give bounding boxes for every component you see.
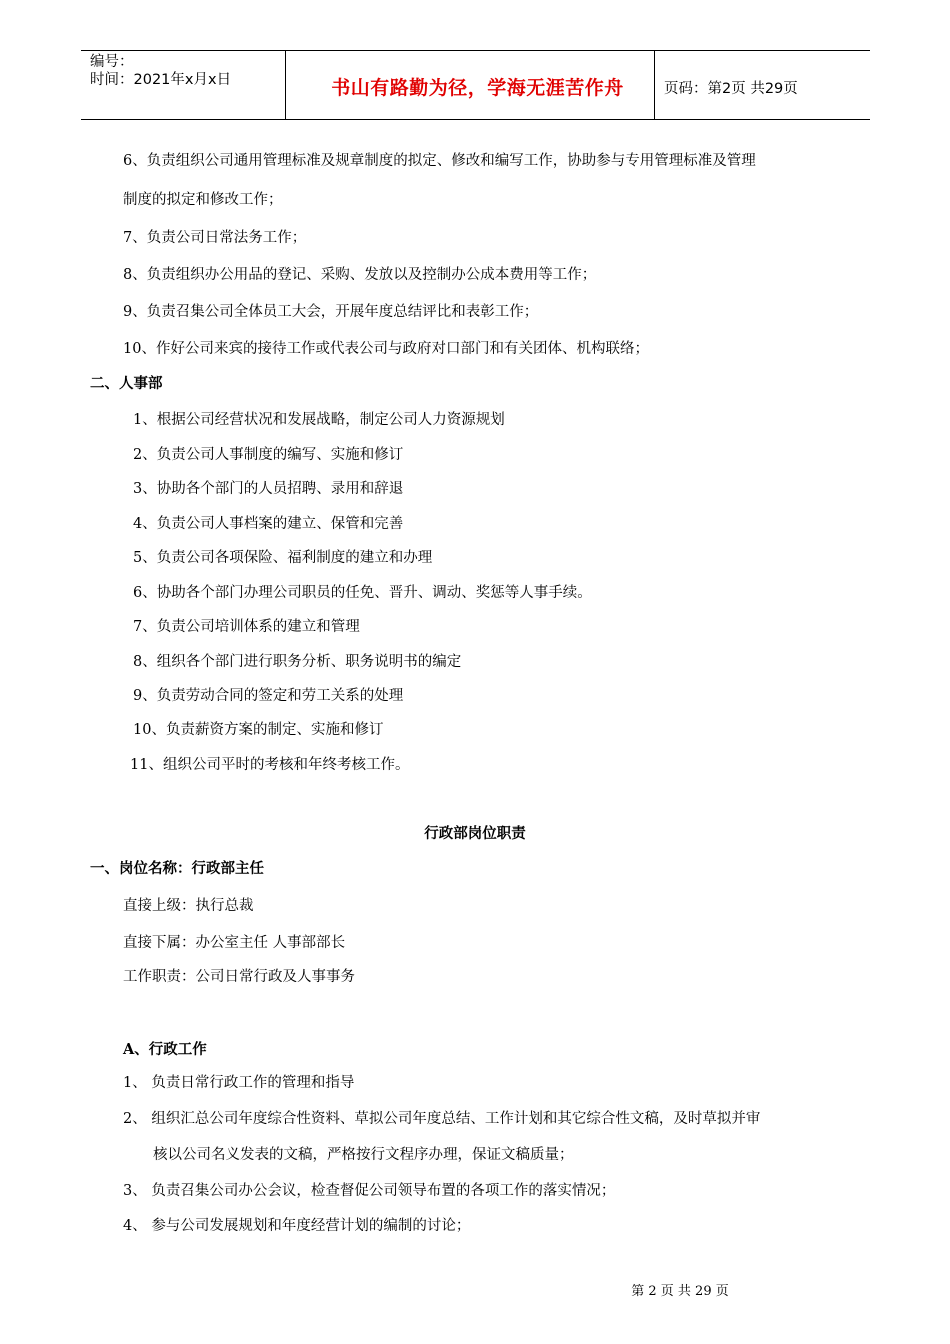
section-heading: 一、岗位名称：行政部主任 [90,860,264,877]
list-item: 3、协助各个部门的人员招聘、录用和辞退 [133,481,404,497]
header-slogan: 书山有路勤为径，学海无涯苦作舟 [331,77,624,99]
list-item: 10、负责薪资方案的制定、实施和修订 [133,722,384,738]
page-footer: 第 2 页 共 29 页 [631,1284,729,1299]
list-item: 2、负责公司人事制度的编写、实施和修订 [133,447,404,463]
list-item: 1、根据公司经营状况和发展战略，制定公司人力资源规划 [133,412,505,428]
body-line: 7、负责公司日常法务工作； [123,230,307,246]
list-item: 5、负责公司各项保险、福利制度的建立和办理 [133,550,433,566]
list-item: 9、负责劳动合同的签定和劳工关系的处理 [133,688,404,704]
list-item: 3、 负责召集公司办公会议，检查督促公司领导布置的各项工作的落实情况； [123,1183,616,1199]
list-item: 7、负责公司培训体系的建立和管理 [133,619,360,635]
body-line: 直接上级：执行总裁 [123,898,254,914]
list-item-continued: 核以公司名义发表的文稿，严格按行文程序办理，保证文稿质量； [153,1147,574,1163]
document-number-label: 编号： [90,54,134,70]
header-divider [654,51,655,119]
header-meta [90,53,231,89]
body-line: 6、负责组织公司通用管理标准及规章制度的拟定、修改和编写工作，协助参与专用管理标准及管理 [123,153,756,169]
body-line: 工作职责：公司日常行政及人事事务 [123,969,355,985]
section-title: 行政部岗位职责 [424,825,526,842]
header-divider [285,51,286,119]
body-line: 直接下属：办公室主任 人事部部长 [123,935,346,951]
header-page-number: 页码：第2页 共29页 [664,81,798,97]
subsection-heading: A、行政工作 [123,1041,207,1058]
list-item: 2、 组织汇总公司年度综合性资料、草拟公司年度总结、工作计划和其它综合性文稿，及时草拟并审 [123,1111,761,1127]
body-line: 制度的拟定和修改工作； [123,192,283,208]
body-line: 10、作好公司来宾的接待工作或代表公司与政府对口部门和有关团体、机构联络； [123,341,649,357]
list-item: 4、 参与公司发展规划和年度经营计划的编制的讨论； [123,1218,471,1234]
list-item: 11、组织公司平时的考核和年终考核工作。 [130,757,410,773]
list-item: 6、协助各个部门办理公司职员的任免、晋升、调动、奖惩等人事手续。 [133,585,592,601]
section-heading: 二、人事部 [90,375,163,392]
list-item: 8、组织各个部门进行职务分析、职务说明书的编定 [133,654,462,670]
body-line: 9、负责召集公司全体员工大会，开展年度总结评比和表彰工作； [123,304,539,320]
body-line: 8、负责组织办公用品的登记、采购、发放以及控制办公成本费用等工作； [123,267,597,283]
list-item: 1、 负责日常行政工作的管理和指导 [123,1075,355,1091]
document-time-label: 时间：2021年x月x日 [90,72,232,88]
page-header [81,50,870,120]
list-item: 4、负责公司人事档案的建立、保管和完善 [133,516,404,532]
